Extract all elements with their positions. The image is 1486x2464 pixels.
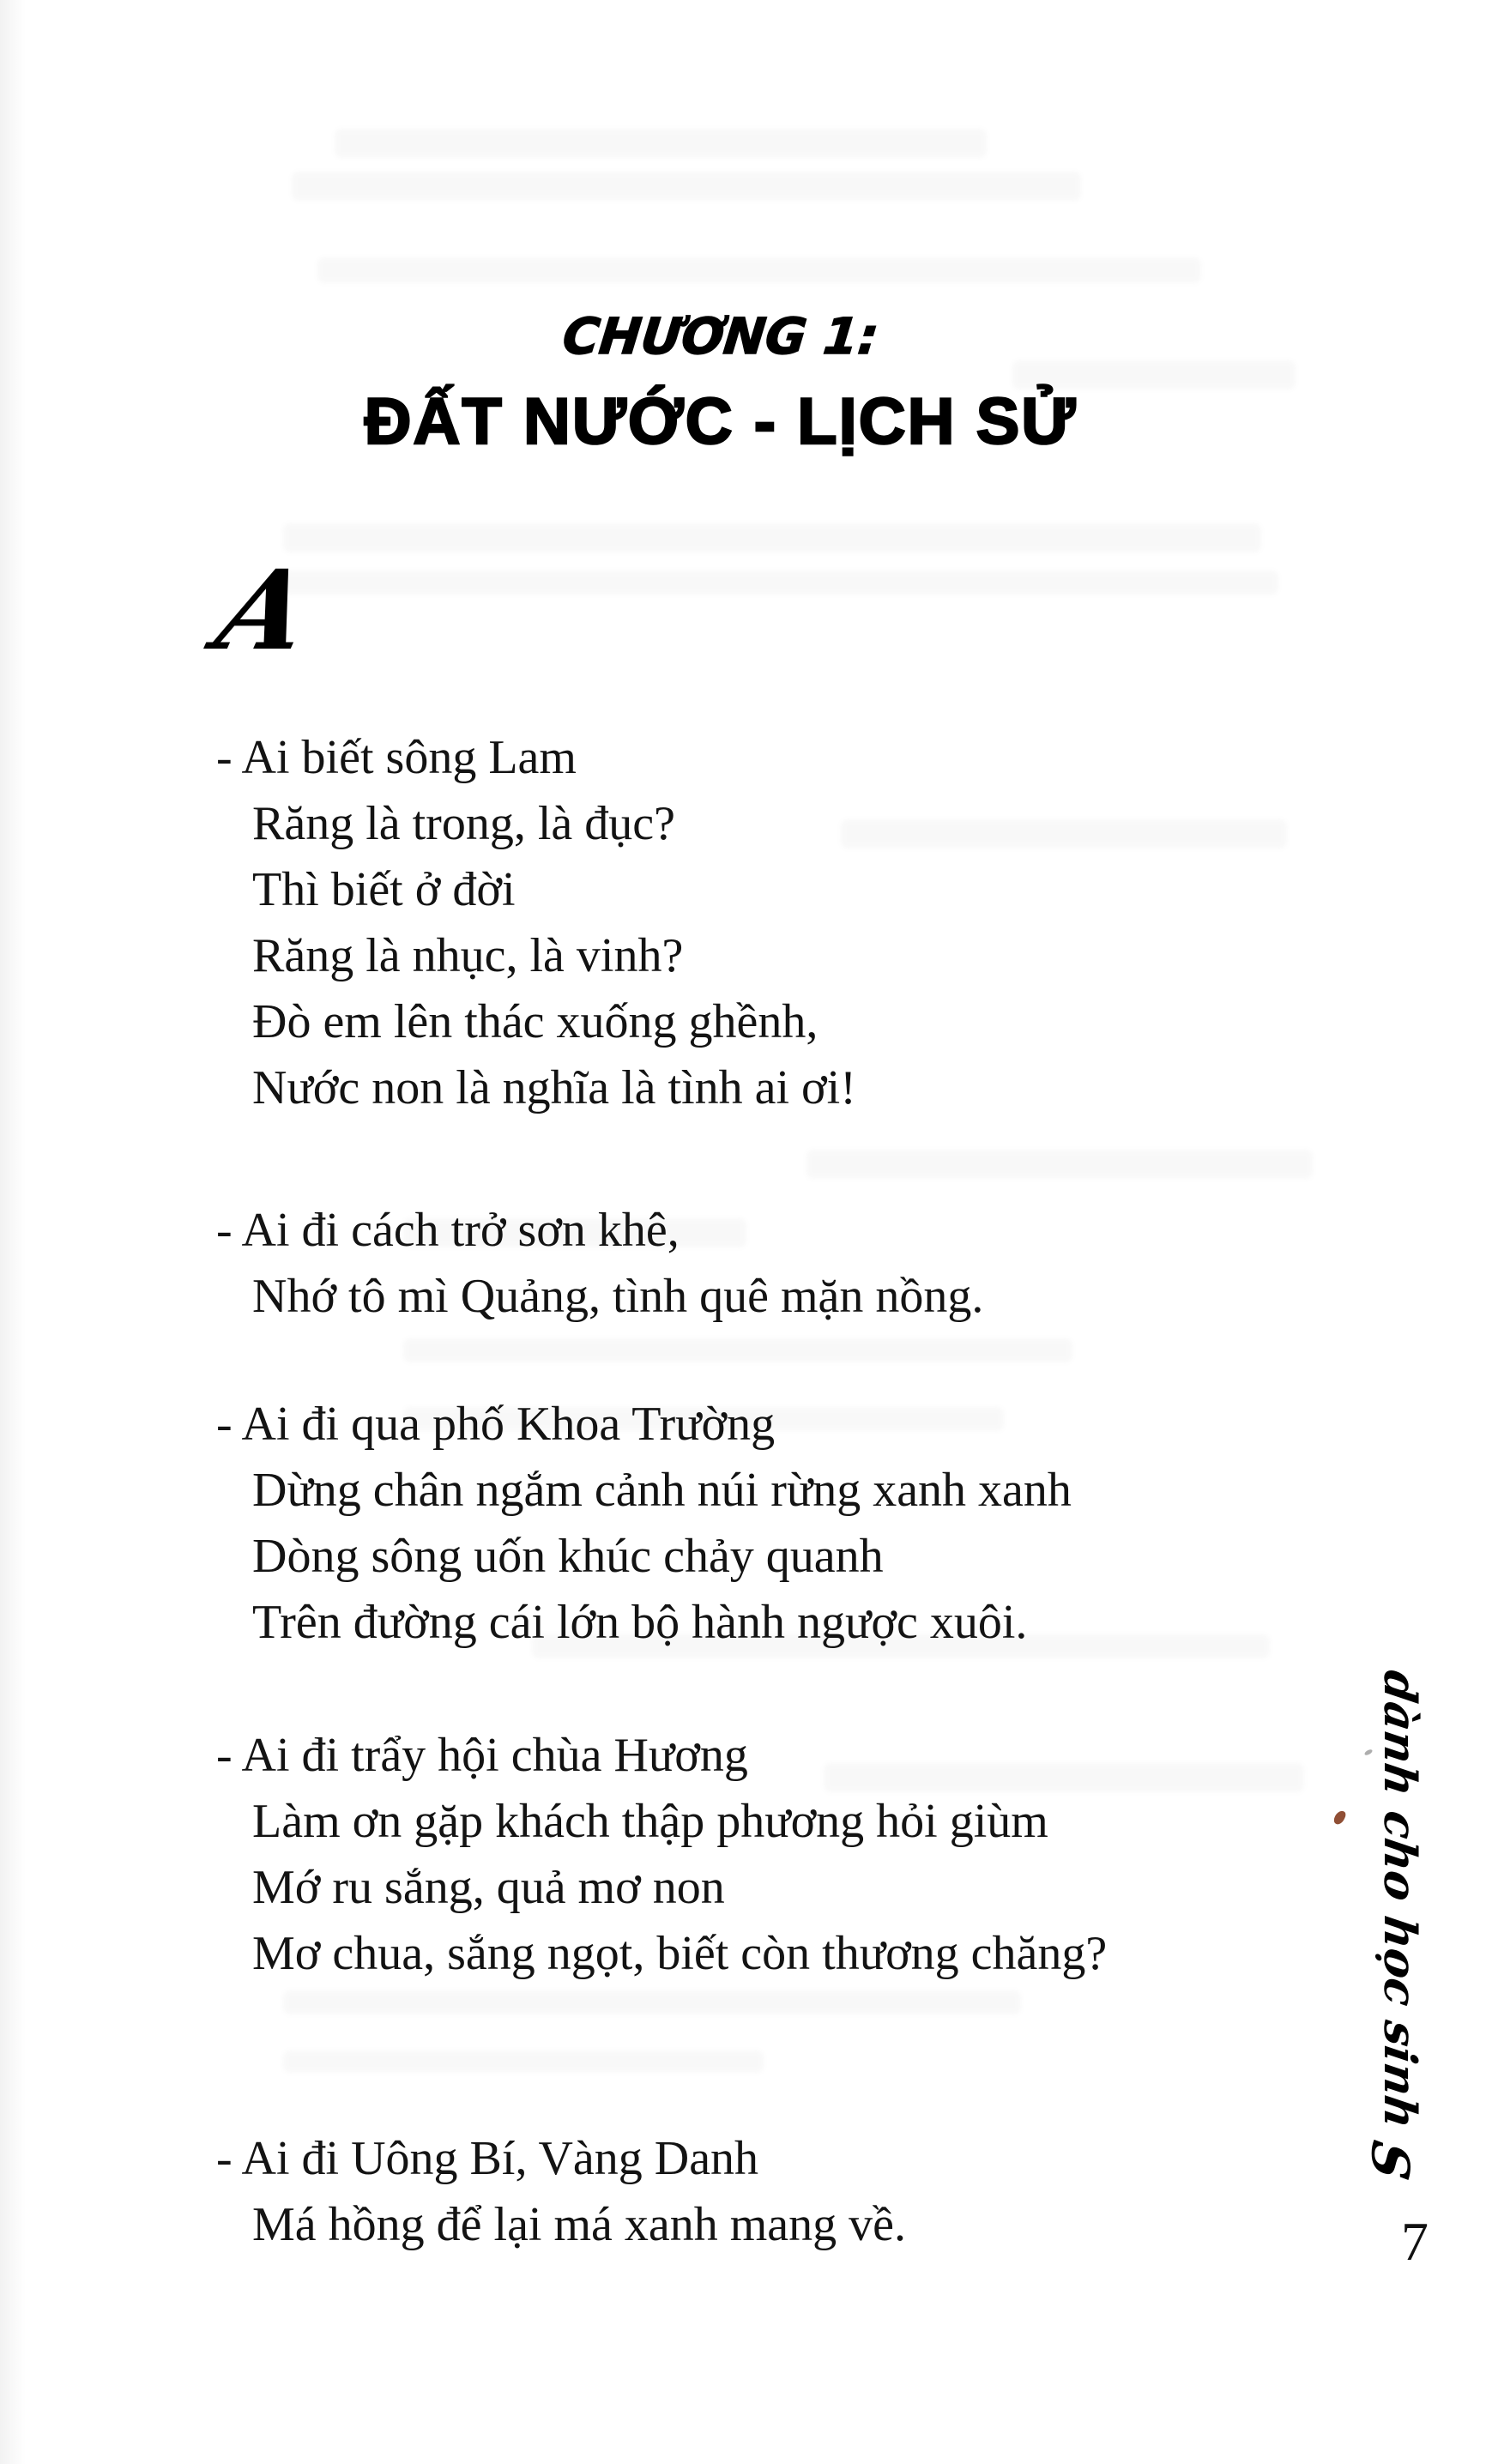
poem-line: - Ai biết sông Lam <box>216 731 577 784</box>
poem-stanza <box>216 1723 1297 1987</box>
poem-line: Thì biết ở đời <box>252 863 516 916</box>
section-letter: A <box>205 547 323 675</box>
series-title-vertical: dành cho học sinh <box>1374 1667 1426 2132</box>
poem-stanza <box>216 2126 1297 2258</box>
bleed-through-ghost <box>283 1990 1021 2014</box>
poem-line: Mơ chua, sắng ngọt, biết còn thương chăng? <box>252 1927 1108 1980</box>
bleed-through-ghost <box>806 1150 1313 1179</box>
bleed-through-ghost <box>335 129 987 158</box>
poem-line: Trên đường cái lớn bộ hành ngược xuôi. <box>252 1596 1028 1649</box>
poem-line: Má hồng để lại má xanh mang về. <box>252 2198 907 2251</box>
poem-line: Đò em lên thác xuống ghềnh, <box>252 995 819 1048</box>
poem-line: - Ai đi trẩy hội chùa Hương <box>216 1729 748 1782</box>
poem-line: Mớ ru sắng, quả mơ non <box>252 1861 725 1914</box>
bleed-through-ghost <box>283 571 1278 595</box>
poem-line: Nhớ tô mì Quảng, tình quê mặn nồng. <box>252 1270 984 1323</box>
chapter-title: ĐẤT NƯỚC - LỊCH SỬ <box>364 385 1078 458</box>
page-edge-shadow <box>0 0 26 2464</box>
poem-line: - Ai đi Uông Bí, Vàng Danh <box>216 2132 759 2185</box>
poem-line: - Ai đi cách trở sơn khê, <box>216 1204 680 1257</box>
bleed-through-ghost <box>283 2050 764 2073</box>
poem-line: Làm ơn gặp khách thập phương hỏi giùm <box>252 1795 1048 1848</box>
page-number: 7 <box>1401 2211 1429 2272</box>
bleed-through-ghost <box>317 257 1201 283</box>
poem-stanza <box>216 1392 1297 1656</box>
poem-line: Dòng sông uốn khúc chảy quanh <box>252 1530 884 1583</box>
poem-line: Dừng chân ngắm cảnh núi rừng xanh xanh <box>252 1464 1072 1517</box>
chapter-label: CHƯƠNG 1: <box>559 307 882 365</box>
poem-stanza <box>216 1198 1297 1330</box>
bleed-through-ghost <box>292 172 1081 201</box>
poem-line: Răng là trong, là đục? <box>252 797 675 850</box>
fleuron-ornament-icon: S <box>1359 2136 1420 2184</box>
ink-speck <box>1332 1809 1348 1826</box>
ink-speck <box>1363 1748 1373 1756</box>
poem-line: Nước non là nghĩa là tình ai ơi! <box>252 1061 856 1114</box>
poem-stanza <box>216 725 1297 1121</box>
poem-line: Răng là nhục, là vinh? <box>252 929 684 982</box>
bleed-through-ghost <box>403 1338 1072 1362</box>
poem-line: - Ai đi qua phố Khoa Trường <box>216 1398 776 1451</box>
bleed-through-ghost <box>283 523 1261 553</box>
